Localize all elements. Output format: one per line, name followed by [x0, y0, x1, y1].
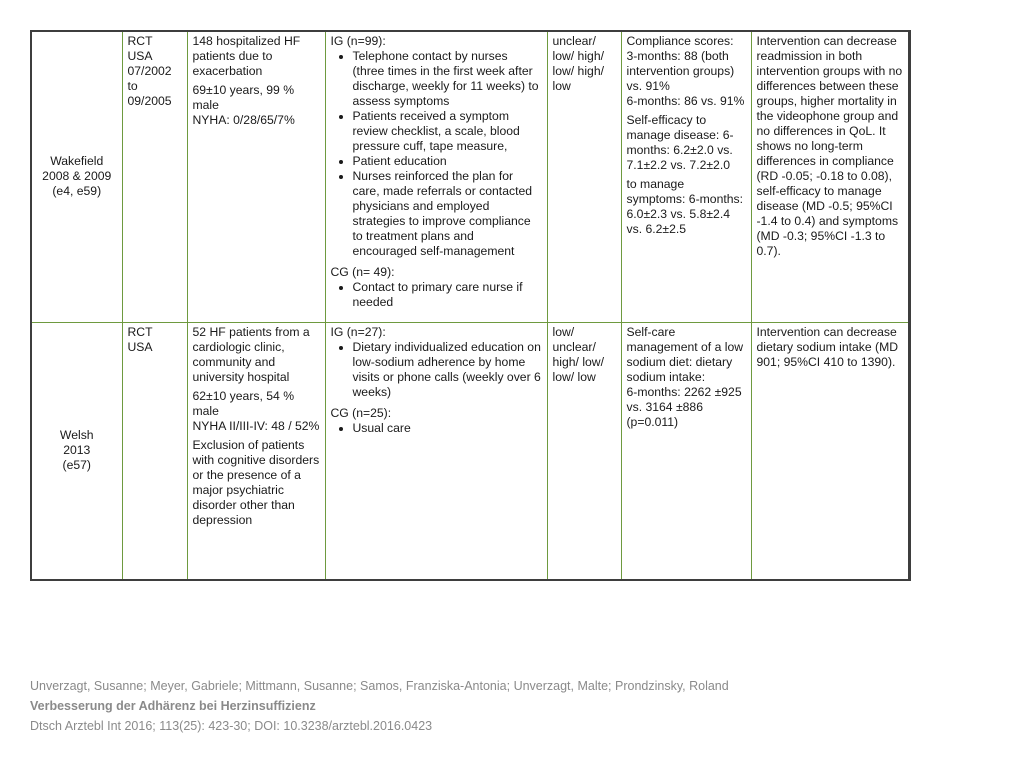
table-body	[31, 31, 909, 580]
population-cell	[187, 31, 325, 322]
population-paragraph: 62±10 years, 54 % male NYHA II/III-IV: 48 / 52%	[192, 388, 320, 433]
design-line: RCT	[127, 34, 153, 48]
group-list-item: • Usual care	[353, 421, 542, 436]
group-list	[331, 421, 542, 436]
population-cell	[187, 322, 325, 580]
conclusion-text: Intervention can decrease dietary sodium intake (MD 901; 95%CI 410 to 1390).	[756, 324, 899, 369]
citation-authors: Unverzagt, Susanne; Meyer, Gabriele; Mittmann, Susanne; Samos, Franziska-Antonia; Unverzagt, Malte; Prondzinsky, Roland	[30, 679, 729, 693]
group-block	[331, 34, 542, 259]
results-paragraph: Self-efficacy to manage disease: 6-months: 6.2±2.0 vs. 7.1±2.2 vs. 7.2±2.0	[626, 113, 734, 172]
results-paragraph: to manage symptoms: 6-months: 6.0±2.3 vs. 5.8±2.4 vs. 6.2±2.5	[626, 177, 743, 236]
group-list-item: • Nurses reinforced the plan for care, made referrals or contacted physicians and employed strategies to improve compliance to treatment plans and encouraged self-management	[353, 169, 542, 259]
citation-source: Dtsch Arztebl Int 2016; 113(25): 423-30; DOI: 10.3238/arztebl.2016.0423	[30, 719, 433, 733]
group-list-item: • Contact to primary care nurse if needed	[353, 280, 542, 310]
results-cell	[621, 31, 751, 322]
group-list	[331, 340, 542, 400]
design-cell	[122, 31, 187, 322]
evidence-table	[30, 30, 911, 581]
group-block	[331, 265, 542, 310]
conclusion-cell	[751, 322, 909, 580]
study-line: (e4, e59)	[52, 184, 102, 199]
table-row	[31, 31, 909, 322]
study-line: Welsh	[59, 428, 94, 443]
risk-of-bias-cell	[547, 322, 621, 580]
study-line: 2013	[63, 443, 91, 458]
population-paragraph: 148 hospitalized HF patients due to exacerbation	[192, 34, 301, 78]
conclusion-text: Intervention can decrease readmission in both intervention groups with no differences between these groups, higher mortality in the videophone group and no differences in QoL. It shows no long-term differences in compliance (RD -0.05; -0.18 to 0.08), self-efficacy to manage disease (MD -0.5; 95%CI -1.4 to 0.4) and symptoms (MD -0.3; 95%CI -1.3 to 0.7).	[756, 34, 903, 258]
design-line: 07/2002	[127, 64, 172, 78]
group-title: IG (n=99):	[330, 34, 386, 48]
group-list-item: • Telephone contact by nurses (three times in the first week after discharge, weekly for 11 weeks) to assess symptoms	[353, 49, 542, 109]
population-paragraph: Exclusion of patients with cognitive disorders or the presence of a major psychiatric disorder other than depression	[192, 437, 320, 527]
study-line: (e57)	[62, 458, 91, 473]
design-line: USA	[127, 49, 153, 63]
population-paragraph: 52 HF patients from a cardiologic clinic, community and university hospital	[192, 324, 310, 384]
study-cell	[31, 322, 122, 580]
results-cell	[621, 322, 751, 580]
intervention-cell	[325, 31, 547, 322]
citation-footer	[30, 676, 930, 736]
intervention-cell	[325, 322, 547, 580]
population-paragraph: 69±10 years, 99 % male NYHA: 0/28/65/7%	[192, 83, 295, 127]
group-block	[331, 325, 542, 400]
group-block	[331, 406, 542, 436]
citation-title: Verbesserung der Adhärenz bei Herzinsuffizienz	[30, 699, 316, 713]
design-line: USA	[127, 339, 153, 354]
risk-of-bias-text: low/ unclear/ high/ low/ low/ low	[552, 324, 604, 384]
design-line: 09/2005	[127, 94, 172, 108]
design-cell	[122, 322, 187, 580]
group-list-item: • Dietary individualized education on low-sodium adherence by home visits or phone calls (weekly over 6 weeks)	[353, 340, 542, 400]
results-paragraph: Compliance scores: 3-months: 88 (both intervention groups) vs. 91% 6-months: 86 vs. 91%	[626, 34, 745, 108]
study-line: Wakefield	[50, 154, 104, 169]
group-list	[331, 49, 542, 259]
table-row	[31, 322, 909, 580]
design-line: RCT	[127, 324, 153, 339]
risk-of-bias-cell	[547, 31, 621, 322]
group-list-item: • Patients received a symptom review checklist, a scale, blood pressure cuff, tape measure,	[353, 109, 542, 154]
study-cell	[31, 31, 122, 322]
results-paragraph: Self-care management of a low sodium diet: dietary sodium intake: 6-months: 2262 ±925 vs. 3164 ±886 (p=0.011)	[626, 324, 744, 429]
design-line: to	[127, 79, 138, 93]
risk-of-bias-text: unclear/ low/ high/ low/ high/ low	[552, 34, 604, 93]
group-list-item: • Patient education	[353, 154, 542, 169]
study-line: 2008 & 2009	[42, 169, 112, 184]
group-title: IG (n=27):	[330, 324, 386, 339]
group-title: CG (n= 49):	[330, 265, 395, 279]
group-title: CG (n=25):	[330, 405, 392, 420]
conclusion-cell	[751, 31, 909, 322]
group-list	[331, 280, 542, 310]
